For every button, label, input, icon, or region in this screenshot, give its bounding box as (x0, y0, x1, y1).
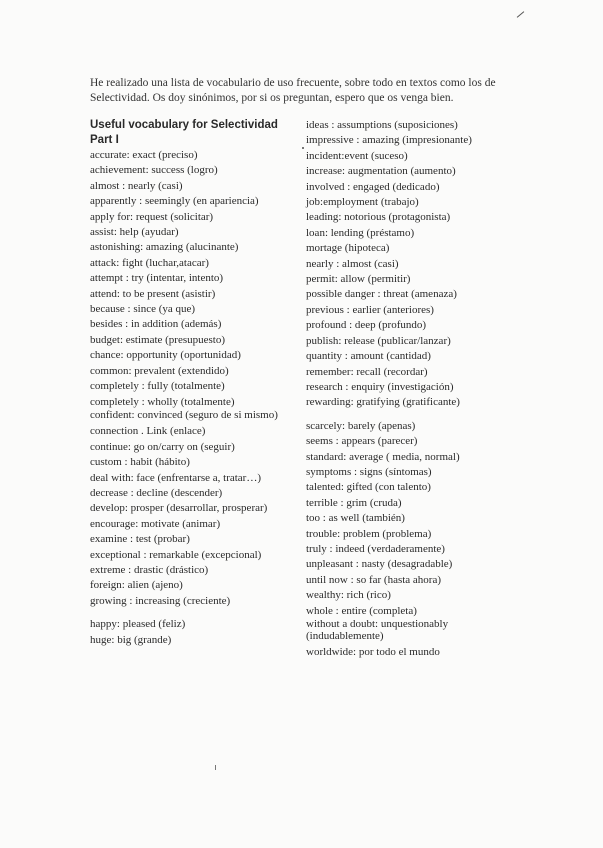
vocab-entry: rewarding: gratifying (gratificante) (306, 396, 460, 409)
vocab-entry: apply for: request (solicitar) (90, 210, 214, 223)
vocab-entry: accurate: exact (preciso) (90, 149, 198, 161)
vocab-entry: incident:event (suceso) (306, 149, 408, 162)
vocab-entry: possible danger : threat (amenaza) (306, 288, 457, 301)
vocab-entry: mortage (hipoteca) (306, 242, 390, 255)
spacer (306, 411, 516, 419)
vocabulary-heading: Useful vocabulary for Selectividad (90, 119, 278, 131)
vocab-entry: because : since (ya que) (90, 303, 196, 316)
intro-paragraph (90, 76, 520, 106)
spacer (90, 609, 300, 617)
vocab-entry: examine : test (probar) (90, 533, 190, 546)
vocab-entry: completely : fully (totalmente) (90, 380, 225, 393)
vocab-entry: assist: help (ayudar) (90, 226, 179, 239)
vocab-entry: symptoms : signs (síntomas) (306, 465, 432, 478)
vocab-entry: truly : indeed (verdaderamente) (306, 542, 445, 555)
vocab-entry: worldwide: por todo el mundo (306, 646, 440, 658)
vocab-entry: besides : in addition (además) (90, 318, 222, 331)
vocab-entry: continue: go on/carry on (seguir) (90, 440, 235, 453)
vocab-entry: custom : habit (hábito) (90, 456, 190, 469)
vocab-entry: develop: prosper (desarrollar, prosperar) (90, 502, 268, 515)
vocab-entry: wealthy: rich (rico) (306, 589, 391, 602)
vocab-entry: loan: lending (préstamo) (306, 226, 415, 239)
vocab-entry: ideas : assumptions (suposiciones) (306, 119, 458, 131)
vocab-entry: attend: to be present (asistir) (90, 287, 216, 300)
scan-dot (215, 765, 216, 770)
vocab-entry: nearly : almost (casi) (306, 257, 399, 270)
vocab-entry: foreign: alien (ajeno) (90, 579, 183, 592)
vocab-entry: growing : increasing (creciente) (90, 594, 231, 607)
vocab-entry: terrible : grim (cruda) (306, 496, 402, 509)
vocab-entry: decrease : decline (descender) (90, 487, 223, 500)
vocab-entry: encourage: motivate (animar) (90, 517, 221, 530)
vocab-entry: quantity : amount (cantidad) (306, 350, 431, 363)
vocab-entry: scarcely: barely (apenas) (306, 419, 416, 432)
vocab-entry: talented: gifted (con talento) (306, 481, 431, 494)
vocab-entry: involved : engaged (dedicado) (306, 180, 440, 193)
vocab-entry: almost : nearly (casi) (90, 179, 183, 192)
vocab-entry: connection . Link (enlace) (90, 425, 206, 438)
vocab-entry: until now : so far (hasta ahora) (306, 573, 442, 586)
vocab-entry: unpleasant : nasty (desagradable) (306, 558, 453, 571)
vocab-entry: extreme : drastic (drástico) (90, 564, 209, 577)
vocab-entry: standard: average ( media, normal) (306, 450, 460, 463)
vocab-entry: astonishing: amazing (alucinante) (90, 241, 239, 254)
left-column (90, 118, 300, 648)
vocab-entry: increase: augmentation (aumento) (306, 165, 456, 178)
vocab-entry: confident: convinced (seguro de si mismo) (90, 408, 278, 421)
vocab-entry: without a doubt: unquestionably (indudablemente) (306, 618, 449, 642)
vocab-entry: previous : earlier (anteriores) (306, 303, 434, 316)
vocab-entry: achievement: success (logro) (90, 164, 218, 177)
vocab-entry: seems : appears (parecer) (306, 435, 418, 448)
vocab-entry: budget: estimate (presupuesto) (90, 333, 226, 346)
vocab-entry: impressive : amazing (impresionante) (306, 134, 472, 147)
vocab-entry: permit: allow (permitir) (306, 273, 411, 286)
vocab-entry: too : as well (también) (306, 512, 405, 525)
intro-line: He realizado una lista de vocabulario de uso frecuente, sobre todo en textos como los de (90, 77, 496, 89)
vocab-entry: apparently : seemingly (en apariencia) (90, 195, 259, 208)
intro-line: Selectividad. Os doy sinónimos, por si os preguntan, espero que os venga bien. (90, 92, 454, 104)
scan-dot (302, 147, 304, 149)
scan-mark (517, 11, 525, 18)
vocab-entry: remember: recall (recordar) (306, 365, 428, 378)
vocab-entry: huge: big (grande) (90, 633, 172, 646)
vocab-entry: exceptional : remarkable (excepcional) (90, 548, 262, 561)
vocab-entry: job:employment (trabajo) (306, 196, 419, 209)
part-label: Part I (90, 134, 119, 146)
vocab-entry: attempt : try (intentar, intento) (90, 272, 224, 285)
right-column (306, 118, 516, 660)
vocab-entry: publish: release (publicar/lanzar) (306, 334, 451, 347)
vocab-entry: trouble: problem (problema) (306, 527, 432, 540)
vocab-entry: profound : deep (profundo) (306, 319, 427, 332)
vocab-entry: whole : entire (completa) (306, 604, 417, 617)
vocab-entry: happy: pleased (feliz) (90, 618, 186, 631)
vocab-entry: chance: opportunity (oportunidad) (90, 349, 241, 362)
vocab-entry: research : enquiry (investigación) (306, 380, 454, 393)
vocab-entry: completely : wholly (totalmente) (90, 395, 235, 408)
vocab-entry: deal with: face (enfrentarse a, tratar…) (90, 471, 262, 484)
vocab-entry: common: prevalent (extendido) (90, 364, 229, 377)
vocab-entry: attack: fight (luchar,atacar) (90, 256, 209, 269)
vocab-entry: leading: notorious (protagonista) (306, 211, 451, 224)
